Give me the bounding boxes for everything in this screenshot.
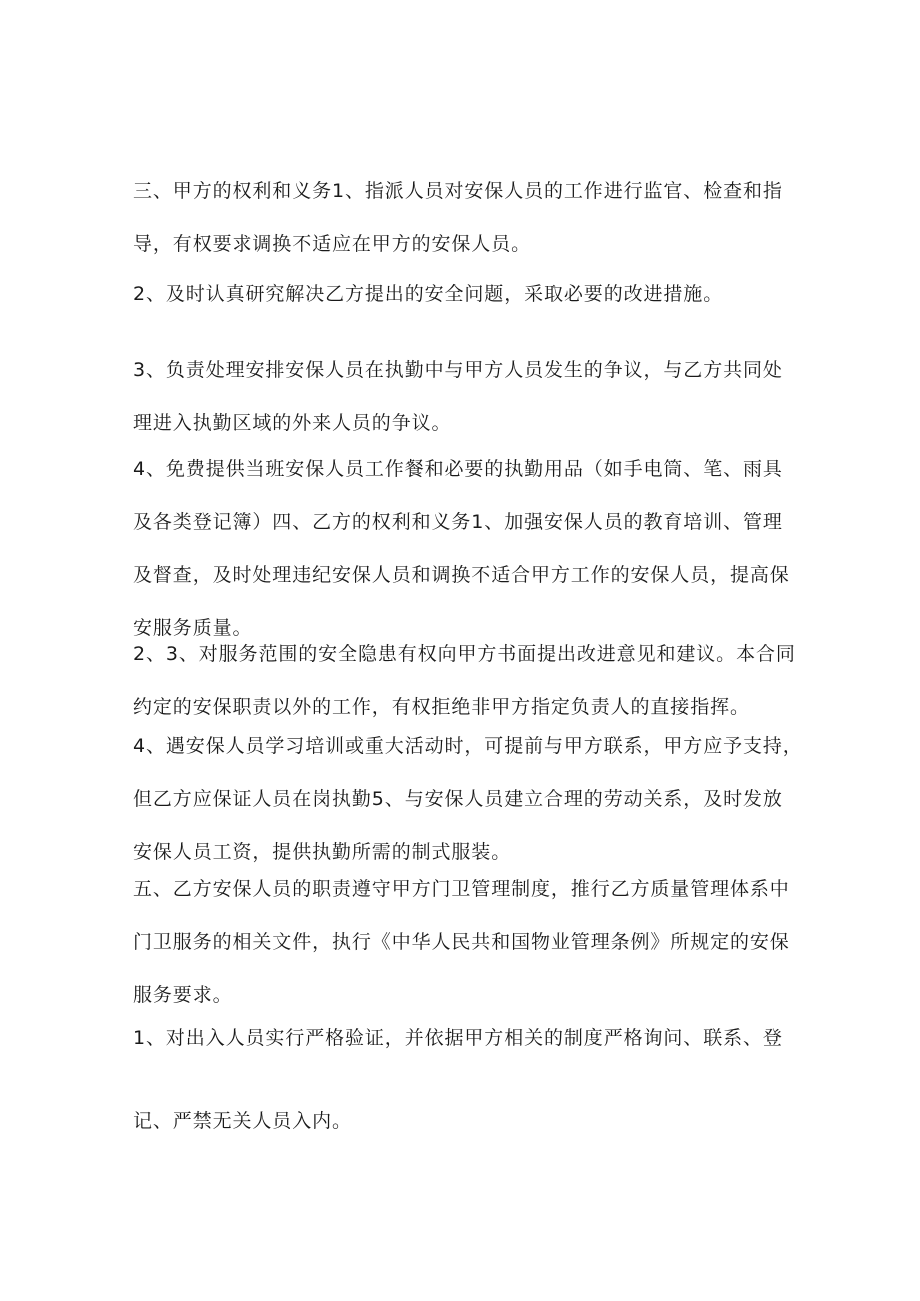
paragraph-party-a-rights [133,165,793,271]
text-line: 门卫服务的相关文件，执行《中华人民共和国物业管理条例》所规定的安保 [133,931,790,953]
paragraph-duty-item-1-continued [133,1095,793,1148]
paragraph-item-4-party-b-rights [133,443,793,655]
text-line: 4、遇安保人员学习培训或重大活动时，可提前与甲方联系，甲方应予支持， [133,735,803,757]
text-line: 服务要求。 [133,984,233,1006]
text-line: 4、免费提供当班安保人员工作餐和必要的执勤用品（如手电筒、笔、雨具 [133,458,783,480]
text-line: 三、甲方的权利和义务1、指派人员对安保人员的工作进行监官、检查和指 [133,180,783,202]
text-line: 理进入执勤区域的外来人员的争议。 [133,412,452,434]
text-line: 2、及时认真研究解决乙方提出的安全问题，采取必要的改进措施。 [133,283,724,305]
text-line: 及各类登记簿）四、乙方的权利和义务1、加强安保人员的教育培训、管理 [133,511,783,533]
paragraph-item-4-5 [133,720,803,879]
paragraph-item-3 [133,344,793,450]
paragraph-item-2-3 [133,628,796,734]
paragraph-section-5-duties [133,863,793,1022]
text-line: 记、严禁无关人员入内。 [133,1110,352,1132]
text-line: 五、乙方安保人员的职责遵守甲方门卫管理制度，推行乙方质量管理体系中 [133,878,790,900]
text-line: 安保人员工资，提供执勤所需的制式服装。 [133,841,512,863]
text-line: 导，有权要求调换不适应在甲方的安保人员。 [133,233,532,255]
text-line: 3、负责处理安排安保人员在执勤中与甲方人员发生的争议，与乙方共同处 [133,359,783,381]
text-line: 但乙方应保证人员在岗执勤5、与安保人员建立合理的劳动关系，及时发放 [133,788,783,810]
text-line: 1、对出入人员实行严格验证，并依据甲方相关的制度严格询问、联系、登 [133,1027,783,1049]
text-line: 2、3、对服务范围的安全隐患有权向甲方书面提出改进意见和建议。本合同 [133,643,796,665]
text-line: 及督查，及时处理违纪安保人员和调换不适合甲方工作的安保人员，提高保 [133,564,790,586]
text-line: 安服务质量。 [133,617,253,639]
paragraph-duty-item-1 [133,1012,793,1065]
paragraph-item-2 [133,268,793,321]
text-line: 约定的安保职责以外的工作，有权拒绝非甲方指定负责人的直接指挥。 [133,696,750,718]
